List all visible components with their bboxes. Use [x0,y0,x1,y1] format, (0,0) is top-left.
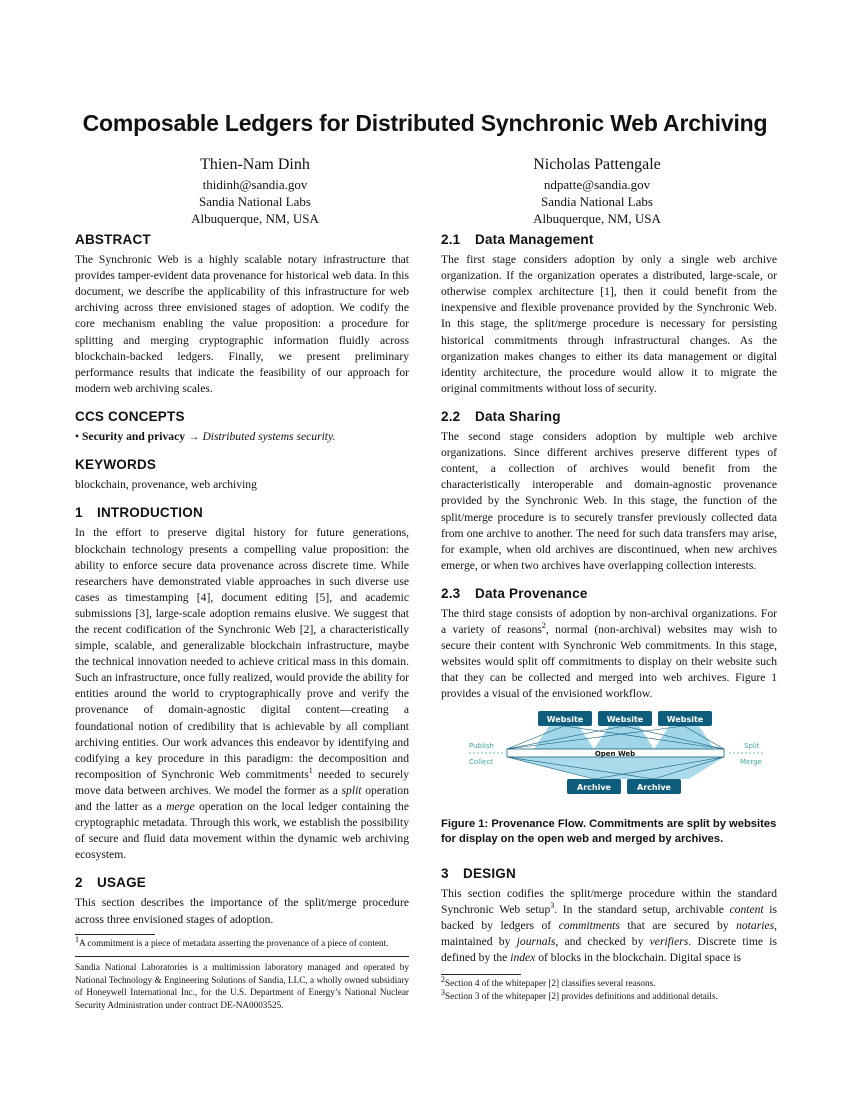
website-label-3: Website [666,714,704,724]
intro-text-a: In the effort to preserve digital history for future generations, blockchain technology presents a compelling value proposition: the ability to enforce secure data provenance across discrete time. While researchers have demonstrated viable approaches in such diverse use cases as timestamping [4], document editing [5], and academic submissions [3], large-scale adoption remains elusive. We suggest that the recent codification of the Synchronic Web [2], a characteristically simple, scalable, and generalizable blockchain infrastructure, maybe the technical innovation needed to achieve critical mass in this domain. Such an infrastructure, once fully realized, would provide the ability for entities around the world to cryptographically prove and verify the provenance of domain-agnostic digital content—creating a foundational notion of credibility that is achievable by all compliant archiving entities. Our work advances this endeavor by identifying and codifying a key procedure in this paradigm: the decomposition and recomposition of Synchronic Web commitments [75,526,409,781]
design-text-a: This section codifies the split/merge procedure within the standard Synchronic Web setup [441,886,777,916]
term-commitments: commitments [558,918,620,932]
author-block-1 [105,154,405,227]
funding-rule [75,956,409,957]
section-title: INTRODUCTION [97,505,203,521]
footnote-rule [441,974,521,975]
ccs-concepts [75,429,409,445]
author-name: Thien-Nam Dinh [200,156,310,173]
ccs-bullet: • [75,430,80,444]
usage-heading [75,875,409,891]
author-location: Albuquerque, NM, USA [533,211,661,226]
usage-section [75,875,409,927]
ccs-section [75,409,409,445]
website-label-2: Website [606,714,644,724]
data-provenance-text [441,606,777,703]
data-sharing-section [441,409,777,574]
abstract-section [75,232,409,397]
flow-fill [507,757,724,779]
design-text-b: . In the standard setup, archivable [554,902,730,916]
author-email: ndpatte@sandia.gov [543,177,651,192]
design-text-f: , and checked by [555,934,650,948]
abstract-heading: ABSTRACT [75,232,151,247]
author-affiliation: Sandia National Labs [541,194,653,209]
paper-title: Composable Ledgers for Distributed Synchronic Web Archiving [82,110,768,136]
abstract-text: The Synchronic Web is a highly scalable notary infrastructure that provides tamper-evident data provenance for historical web data. In this document, we describe the applicability of this infrastructure for web archiving across three envisioned stages of adoption. We codify the core mechanism enabling the value proposition: a procedure for splitting and merging cryptographic information fluidly across blockchain-backed ledgers. Finally, we present preliminary performance results that indicate the feasibility of our approach for modern web archiving scales. [75,253,409,395]
intro-heading [75,505,409,521]
section-title: Data Sharing [475,408,561,424]
footnote-text: A commitment is a piece of metadata asserting the provenance of a piece of content. [79,937,389,948]
ccs-heading: CCS CONCEPTS [75,408,185,424]
author-email: thidinh@sandia.gov [202,177,308,192]
design-text-e: , maintained by [441,918,777,948]
footnote-3 [441,987,777,1003]
data-sharing-text: The second stage considers adoption by multiple web archive organizations. Since different archives preserve different types of content, a collection of archives would benefit from the characteristically interoperable and domain-agnostic provenance provided by the Synchronic Web. In this stage, the function of the split/merge procedure is to securely transfer previously collected data from one archive to another. The need for such data transfers may arise, for example, when old archives are discontinued, when new archives emerge, or when two archives have overlapping collection interests. [441,430,777,572]
provenance-flow-figure [449,709,769,809]
footnote-ref: 2 [541,621,546,631]
split-label: Split [744,741,760,750]
section-number: 2.3 [441,585,461,601]
keywords-text: blockchain, provenance, web archiving [75,478,257,492]
footnote-ref: 1 [308,765,313,775]
subsection-heading [441,409,777,425]
footnote-text: Section 3 of the whitepaper [2] provides definitions and additional details. [445,990,718,1001]
subsection-heading [441,232,777,248]
section-title: Data Management [475,232,594,247]
website-label-1: Website [546,714,584,724]
split-term: split [341,783,362,797]
keywords-section [75,457,409,493]
section-title: Data Provenance [475,585,588,601]
term-notaries: notaries [736,918,775,932]
footnote-ref: 3 [550,900,555,910]
intro-text-b: needed to securely move data between archives. We model the former as a [75,767,410,797]
data-management-text: The first stage considers adoption by only a single web archive organization. If the organization operates a distributed, large-scale, or otherwise complex architecture [1], then it could benefit from the inexpensive and flexible provenance provided by the Synchronic Web. In this stage, the split/merge procedure is necessary for persisting historical commitments through infrastructural changes. As the organization makes changes to either its data management or digital identity architecture, the procedure would allow it to migrate the original commitments without loss of security. [441,253,777,395]
flow-fill [654,726,714,749]
design-section [441,866,777,967]
design-text [441,886,777,966]
footnote-text: Section 4 of the whitepaper [2] classifies several reasons. [445,978,656,989]
intro-text-d: operation on the local ledger containing the cryptographic metadata. Through this work, we establish the possibility of secure and fluid data movement within the dynamic web archiving ecosystem. [75,800,410,862]
author-block-2 [447,154,747,227]
ccs-bold: Security and privacy [81,430,186,444]
keywords-heading: KEYWORDS [75,457,157,473]
ccs-italic: Distributed systems security. [202,430,336,444]
term-index: index [510,951,536,964]
archive-label-2: Archive [637,782,671,792]
right-column [441,232,777,1002]
provenance-text-a: The third stage consists of adoption by non-archival organizations. For a variety of reasons [441,606,777,637]
author-location: Albuquerque, NM, USA [191,211,319,226]
data-provenance-section [441,586,777,703]
design-text-h: of blocks in the blockchain. Digital space is [535,951,742,964]
merge-term: merge [166,800,195,813]
section-number: 3 [441,865,449,881]
figure-caption: Figure 1: Provenance Flow. Commitments are split by websites for display on the open web and merged by archives. [441,817,777,846]
section-title: USAGE [97,875,147,891]
term-journals: journals [516,934,556,948]
footnote-number: 3 [441,987,445,997]
data-management-section [441,232,777,397]
funding-note: Sandia National Laboratories is a multimission laboratory managed and operated by National Technology & Engineering Solutions of Sandia, LLC, a wholly owned subsidiary of Honeywell International Inc., for the U.S. Department of Energy’s National Nuclear Security Administration under contract DE-NA0003525. [75,962,409,1010]
section-number: 2.2 [441,408,461,424]
section-number: 2 [75,875,83,891]
intro-text-c: operation and the latter as a [75,783,410,813]
left-column [75,232,409,1011]
archive-label-1: Archive [577,782,611,792]
term-verifiers: verifiers [649,934,689,948]
intro-section [75,505,409,863]
provenance-text-b: , normal (non-archival) websites may wish to secure their content with Synchronic Web commitments. In this stage, websites would split off commitments to display on their website such that they can be collected and merged into web archives. Figure 1 provides a visual of the envisioned workflow. [441,623,777,701]
design-heading [441,866,777,882]
section-number: 2.1 [441,232,461,247]
design-text-d: that are secured by [619,918,737,932]
usage-text: This section describes the importance of the split/merge procedure across three envisioned stages of adoption. [75,896,409,926]
subsection-heading [441,586,777,602]
design-text-c: is backed by ledgers of [441,902,777,932]
footnote-2 [441,977,777,990]
merge-label: Merge [740,757,762,766]
design-text-g: . Discrete time is defined by the [441,934,777,964]
footnote-number: 1 [75,934,79,944]
footnote-rule [75,934,155,935]
footnote-number: 2 [441,975,445,985]
collect-label: Collect [469,757,493,766]
section-title: DESIGN [463,865,516,881]
publish-label: Publish [469,741,494,750]
intro-text [75,525,409,863]
author-affiliation: Sandia National Labs [199,194,311,209]
author-name: Nicholas Pattengale [533,156,661,173]
open-web-label: Open Web [594,749,636,758]
footnote-1 [75,934,409,950]
term-content: content [729,902,764,916]
ccs-arrow: → [187,430,200,444]
section-number: 1 [75,505,83,521]
